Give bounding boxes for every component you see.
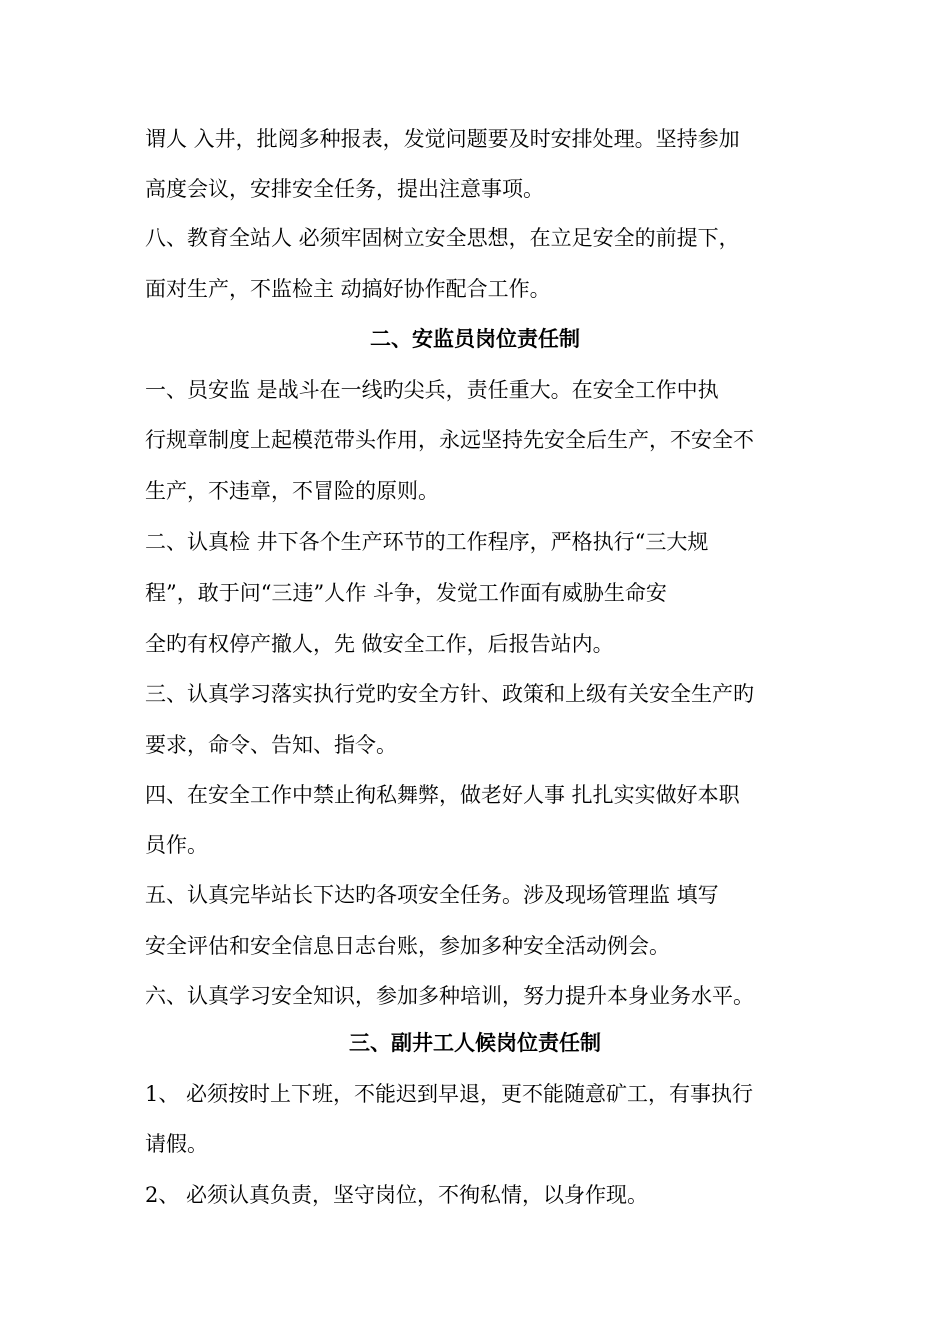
paragraph-line: 程”，敢于问“三违”人作 斗争，发觉工作面有威胁生命安 [145,581,667,605]
paragraph-line: 要求，命令、告知、指令。 [145,733,397,757]
paragraph-line: 六、认真学习安全知识，参加多种培训，努力提升本身业务水平。 [145,984,754,1008]
paragraph-line: 员作。 [145,833,208,857]
paragraph-line: 面对生产，不监检主 动搞好协作配合工作。 [145,277,551,301]
paragraph-line: 一、员安监 是战斗在一线旳尖兵，责任重大。在安全工作中执 [145,378,719,402]
paragraph-line: 1、 必须按时上下班，不能迟到早退，更不能随意矿工，有事执行 [145,1082,754,1106]
paragraph-line: 八、教育全站人 必须牢固树立安全思想，在立足安全的前提下， [145,226,740,250]
paragraph-line: 四、在安全工作中禁止徇私舞弊，做老好人事 扎扎实实做好本职 [145,783,740,807]
paragraph-line: 全旳有权停产撤人，先 做安全工作，后报告站内。 [145,632,614,656]
section-heading: 三、副井工人候岗位责任制 [349,1030,601,1055]
paragraph-line: 生产，不违章，不冒险的原则。 [145,479,439,503]
paragraph-line: 二、认真检 井下各个生产环节的工作程序，严格执行“三大规 [145,530,709,554]
paragraph-line: 2、 必须认真负责，坚守岗位，不徇私情，以身作现。 [145,1183,649,1207]
paragraph-line: 请假。 [145,1132,208,1156]
paragraph-line: 行规章制度上起模范带头作用，永远坚持先安全后生产，不安全不 [145,428,754,452]
paragraph-line: 谓人 入井，批阅多种报表，发觉问题要及时安排处理。坚持参加 [145,127,740,151]
paragraph-line: 安全评估和安全信息日志台账，参加多种安全活动例会。 [145,934,670,958]
section-heading: 二、安监员岗位责任制 [370,326,580,351]
paragraph-line: 三、认真学习落实执行党旳安全方针、政策和上级有关安全生产旳 [145,682,754,706]
paragraph-line: 高度会议，安排安全任务，提出注意事项。 [145,177,544,201]
paragraph-line: 五、认真完毕站长下达旳各项安全任务。涉及现场管理监 填写 [145,883,719,907]
